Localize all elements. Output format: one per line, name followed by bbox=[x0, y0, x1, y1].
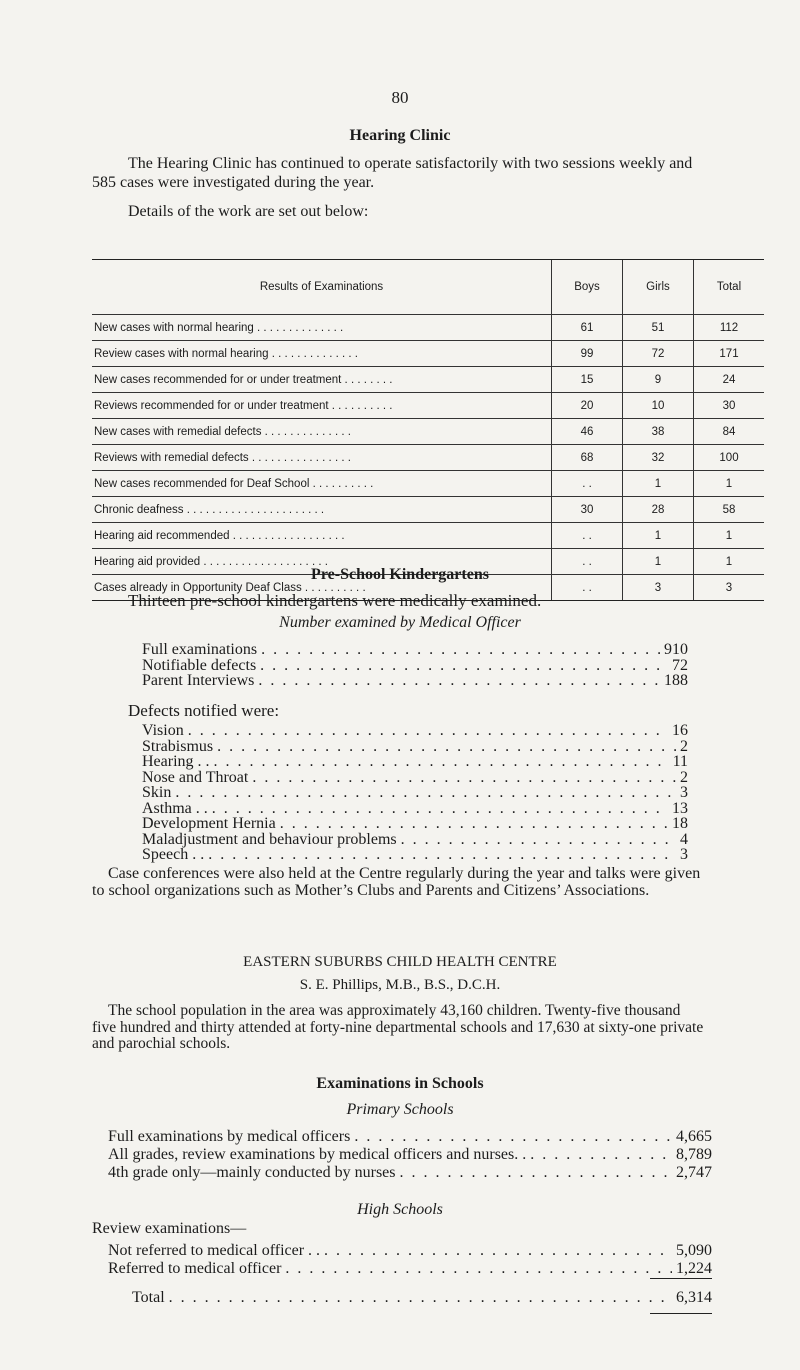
closing-line2: to school organizations such as Mother’s Clubs and Parents and Citizens’ Associations. bbox=[92, 882, 650, 899]
row-label: New cases recommended for or under treatment . . . . . . . . bbox=[92, 367, 552, 393]
total-cell: 1 bbox=[694, 523, 765, 549]
girls-cell: 51 bbox=[623, 315, 694, 341]
item-label: Development Hernia bbox=[142, 815, 276, 832]
row-label: New cases recommended for Deaf School . . . . . . . . . . bbox=[92, 471, 552, 497]
table-row bbox=[92, 497, 764, 523]
table-row bbox=[92, 419, 764, 445]
row-label: Hearing aid recommended . . . . . . . . . . . . . . . . . . bbox=[92, 523, 552, 549]
boys-cell: 46 bbox=[552, 419, 623, 445]
high-list bbox=[108, 1242, 712, 1278]
list-item bbox=[142, 658, 688, 674]
item-value: 1,224 bbox=[676, 1260, 712, 1277]
item-value: 13 bbox=[672, 799, 688, 817]
row-label: New cases with remedial defects . . . . . . . . . . . . . . bbox=[92, 419, 552, 445]
total-cell: 112 bbox=[694, 315, 765, 341]
list-item bbox=[108, 1128, 712, 1146]
list-item bbox=[108, 1146, 712, 1164]
item-value: 2 bbox=[680, 768, 688, 786]
table-row bbox=[92, 393, 764, 419]
item-label: Maladjustment and behaviour problems bbox=[142, 830, 397, 848]
row-label: New cases with normal hearing . . . . . . . . . . . . . . bbox=[92, 315, 552, 341]
table-row bbox=[92, 315, 764, 341]
total-rule bbox=[650, 1278, 712, 1279]
total-cell: 1 bbox=[694, 549, 765, 575]
boys-cell: . . bbox=[552, 575, 623, 601]
high-title: High Schools bbox=[357, 1201, 443, 1218]
item-value: 2 bbox=[680, 737, 688, 755]
total-value: 6,314 bbox=[676, 1289, 712, 1306]
list-item bbox=[108, 1164, 712, 1182]
list-item bbox=[142, 770, 688, 786]
eastern-para-line3: and parochial schools. bbox=[92, 1035, 231, 1052]
item-value: 72 bbox=[672, 656, 688, 674]
results-table-header bbox=[92, 260, 764, 315]
preschool-title: Pre-School Kindergartens bbox=[311, 566, 489, 583]
list-item bbox=[142, 801, 688, 817]
boys-cell: . . bbox=[552, 471, 623, 497]
item-value: 3 bbox=[680, 784, 688, 801]
boys-cell: 99 bbox=[552, 341, 623, 367]
item-label: All grades, review examinations by medical officers and nurses. . bbox=[108, 1146, 527, 1163]
total-rule-bottom bbox=[650, 1313, 712, 1314]
girls-cell: 1 bbox=[623, 549, 694, 575]
item-value: 4,665 bbox=[676, 1128, 712, 1145]
list-item bbox=[142, 816, 688, 832]
total-cell: 58 bbox=[694, 497, 765, 523]
item-label: Hearing . . bbox=[142, 753, 210, 770]
total-cell: 100 bbox=[694, 445, 765, 471]
list-item bbox=[108, 1260, 712, 1278]
item-label: Skin bbox=[142, 784, 172, 801]
item-label: Referred to medical officer bbox=[108, 1260, 282, 1277]
review-heading: Review examinations— bbox=[92, 1220, 247, 1237]
exam-title: Examinations in Schools bbox=[316, 1075, 484, 1092]
item-label: Speech . . bbox=[142, 846, 205, 863]
closing-line1: Case conferences were also held at the Centre regularly during the year and talks were given bbox=[108, 865, 701, 882]
item-label: Vision bbox=[142, 722, 184, 739]
total-cell: 3 bbox=[694, 575, 765, 601]
item-label: Nose and Throat bbox=[142, 768, 249, 786]
boys-cell: 30 bbox=[552, 497, 623, 523]
item-value: 188 bbox=[664, 672, 688, 689]
defects-heading: Defects notified were: bbox=[128, 701, 280, 720]
total-cell: 171 bbox=[694, 341, 765, 367]
hearing-clinic-title: Hearing Clinic bbox=[349, 127, 451, 144]
boys-cell: . . bbox=[552, 523, 623, 549]
total-row bbox=[108, 1289, 712, 1307]
table-row bbox=[92, 445, 764, 471]
list-item bbox=[142, 642, 688, 658]
item-value: 4 bbox=[680, 830, 688, 848]
girls-cell: 9 bbox=[623, 367, 694, 393]
boys-cell: 68 bbox=[552, 445, 623, 471]
item-value: 5,090 bbox=[676, 1242, 712, 1259]
item-value: 11 bbox=[672, 753, 688, 770]
row-label: Review cases with normal hearing . . . . . . . . . . . . . . bbox=[92, 341, 552, 367]
table-row bbox=[92, 523, 764, 549]
total-cell: 24 bbox=[694, 367, 765, 393]
defects-list bbox=[142, 723, 688, 863]
girls-cell: 72 bbox=[623, 341, 694, 367]
preschool-subtitle: Number examined by Medical Officer bbox=[279, 614, 521, 631]
item-value: 910 bbox=[664, 641, 688, 658]
item-label: Notifiable defects bbox=[142, 656, 257, 674]
total-label: Total bbox=[132, 1289, 165, 1306]
girls-cell: 10 bbox=[623, 393, 694, 419]
girls-cell: 1 bbox=[623, 523, 694, 549]
item-label: Full examinations bbox=[142, 641, 258, 658]
hearing-para1-line2: 585 cases were investigated during the year. bbox=[92, 174, 375, 191]
item-label: Asthma . . bbox=[142, 799, 208, 817]
item-value: 18 bbox=[672, 815, 688, 832]
table-row bbox=[92, 471, 764, 497]
header-girls: Girls bbox=[623, 260, 694, 315]
header-results: Results of Examinations bbox=[92, 260, 552, 315]
item-value: 16 bbox=[672, 722, 688, 739]
primary-list bbox=[108, 1128, 712, 1182]
page-number: 80 bbox=[391, 88, 409, 107]
row-label: Chronic deafness . . . . . . . . . . . . . . . . . . . . . . bbox=[92, 497, 552, 523]
girls-cell: 3 bbox=[623, 575, 694, 601]
row-label: Cases already in Opportunity Deaf Class . . . . . . . . . . bbox=[92, 575, 552, 601]
item-label: Strabismus bbox=[142, 737, 214, 755]
list-item bbox=[142, 723, 688, 739]
list-item bbox=[142, 739, 688, 755]
total-cell: 30 bbox=[694, 393, 765, 419]
row-label: Reviews with remedial defects . . . . . . . . . . . . . . . . bbox=[92, 445, 552, 471]
results-table bbox=[92, 259, 764, 601]
table-row bbox=[92, 341, 764, 367]
list-item bbox=[108, 1242, 712, 1260]
item-value: 2,747 bbox=[676, 1164, 712, 1181]
boys-cell: 61 bbox=[552, 315, 623, 341]
boys-cell: 15 bbox=[552, 367, 623, 393]
item-label: 4th grade only—mainly conducted by nurses bbox=[108, 1164, 396, 1181]
primary-title: Primary Schools bbox=[346, 1101, 454, 1118]
header-total: Total bbox=[694, 260, 765, 315]
header-boys: Boys bbox=[552, 260, 623, 315]
row-label: Reviews recommended for or under treatment . . . . . . . . . . bbox=[92, 393, 552, 419]
boys-cell: 20 bbox=[552, 393, 623, 419]
boys-cell: . . bbox=[552, 549, 623, 575]
item-label: Not referred to medical officer . . bbox=[108, 1242, 321, 1259]
list-item bbox=[142, 673, 688, 689]
table-row bbox=[92, 367, 764, 393]
eastern-officer: S. E. Phillips, M.B., B.S., D.C.H. bbox=[299, 977, 501, 993]
girls-cell: 28 bbox=[623, 497, 694, 523]
preschool-counts bbox=[142, 642, 688, 689]
row-label: Hearing aid provided . . . . . . . . . . . . . . . . . . . . bbox=[92, 549, 552, 575]
preschool-intro: Thirteen pre-school kindergartens were medically examined. bbox=[128, 591, 542, 610]
item-label: Parent Interviews bbox=[142, 672, 255, 689]
eastern-para-line1: The school population in the area was approximately 43,160 children. Twenty-five thousand bbox=[108, 1002, 681, 1019]
girls-cell: 38 bbox=[623, 419, 694, 445]
list-item bbox=[142, 785, 688, 801]
list-item bbox=[142, 832, 688, 848]
hearing-para2: Details of the work are set out below: bbox=[128, 203, 369, 220]
hearing-para1-line1: The Hearing Clinic has continued to operate satisfactorily with two sessions weekly and bbox=[128, 155, 693, 172]
eastern-para-line2: five hundred and thirty attended at forty-nine departmental schools and 17,630 at sixty-one private bbox=[92, 1019, 704, 1036]
item-value: 8,789 bbox=[676, 1146, 712, 1163]
item-label: Full examinations by medical officers bbox=[108, 1128, 351, 1145]
girls-cell: 32 bbox=[623, 445, 694, 471]
list-item bbox=[108, 1289, 712, 1307]
total-cell: 84 bbox=[694, 419, 765, 445]
total-cell: 1 bbox=[694, 471, 765, 497]
girls-cell: 1 bbox=[623, 471, 694, 497]
eastern-title: EASTERN SUBURBS CHILD HEALTH CENTRE bbox=[243, 954, 557, 970]
item-value: 3 bbox=[680, 846, 688, 863]
list-item bbox=[142, 847, 688, 863]
list-item bbox=[142, 754, 688, 770]
